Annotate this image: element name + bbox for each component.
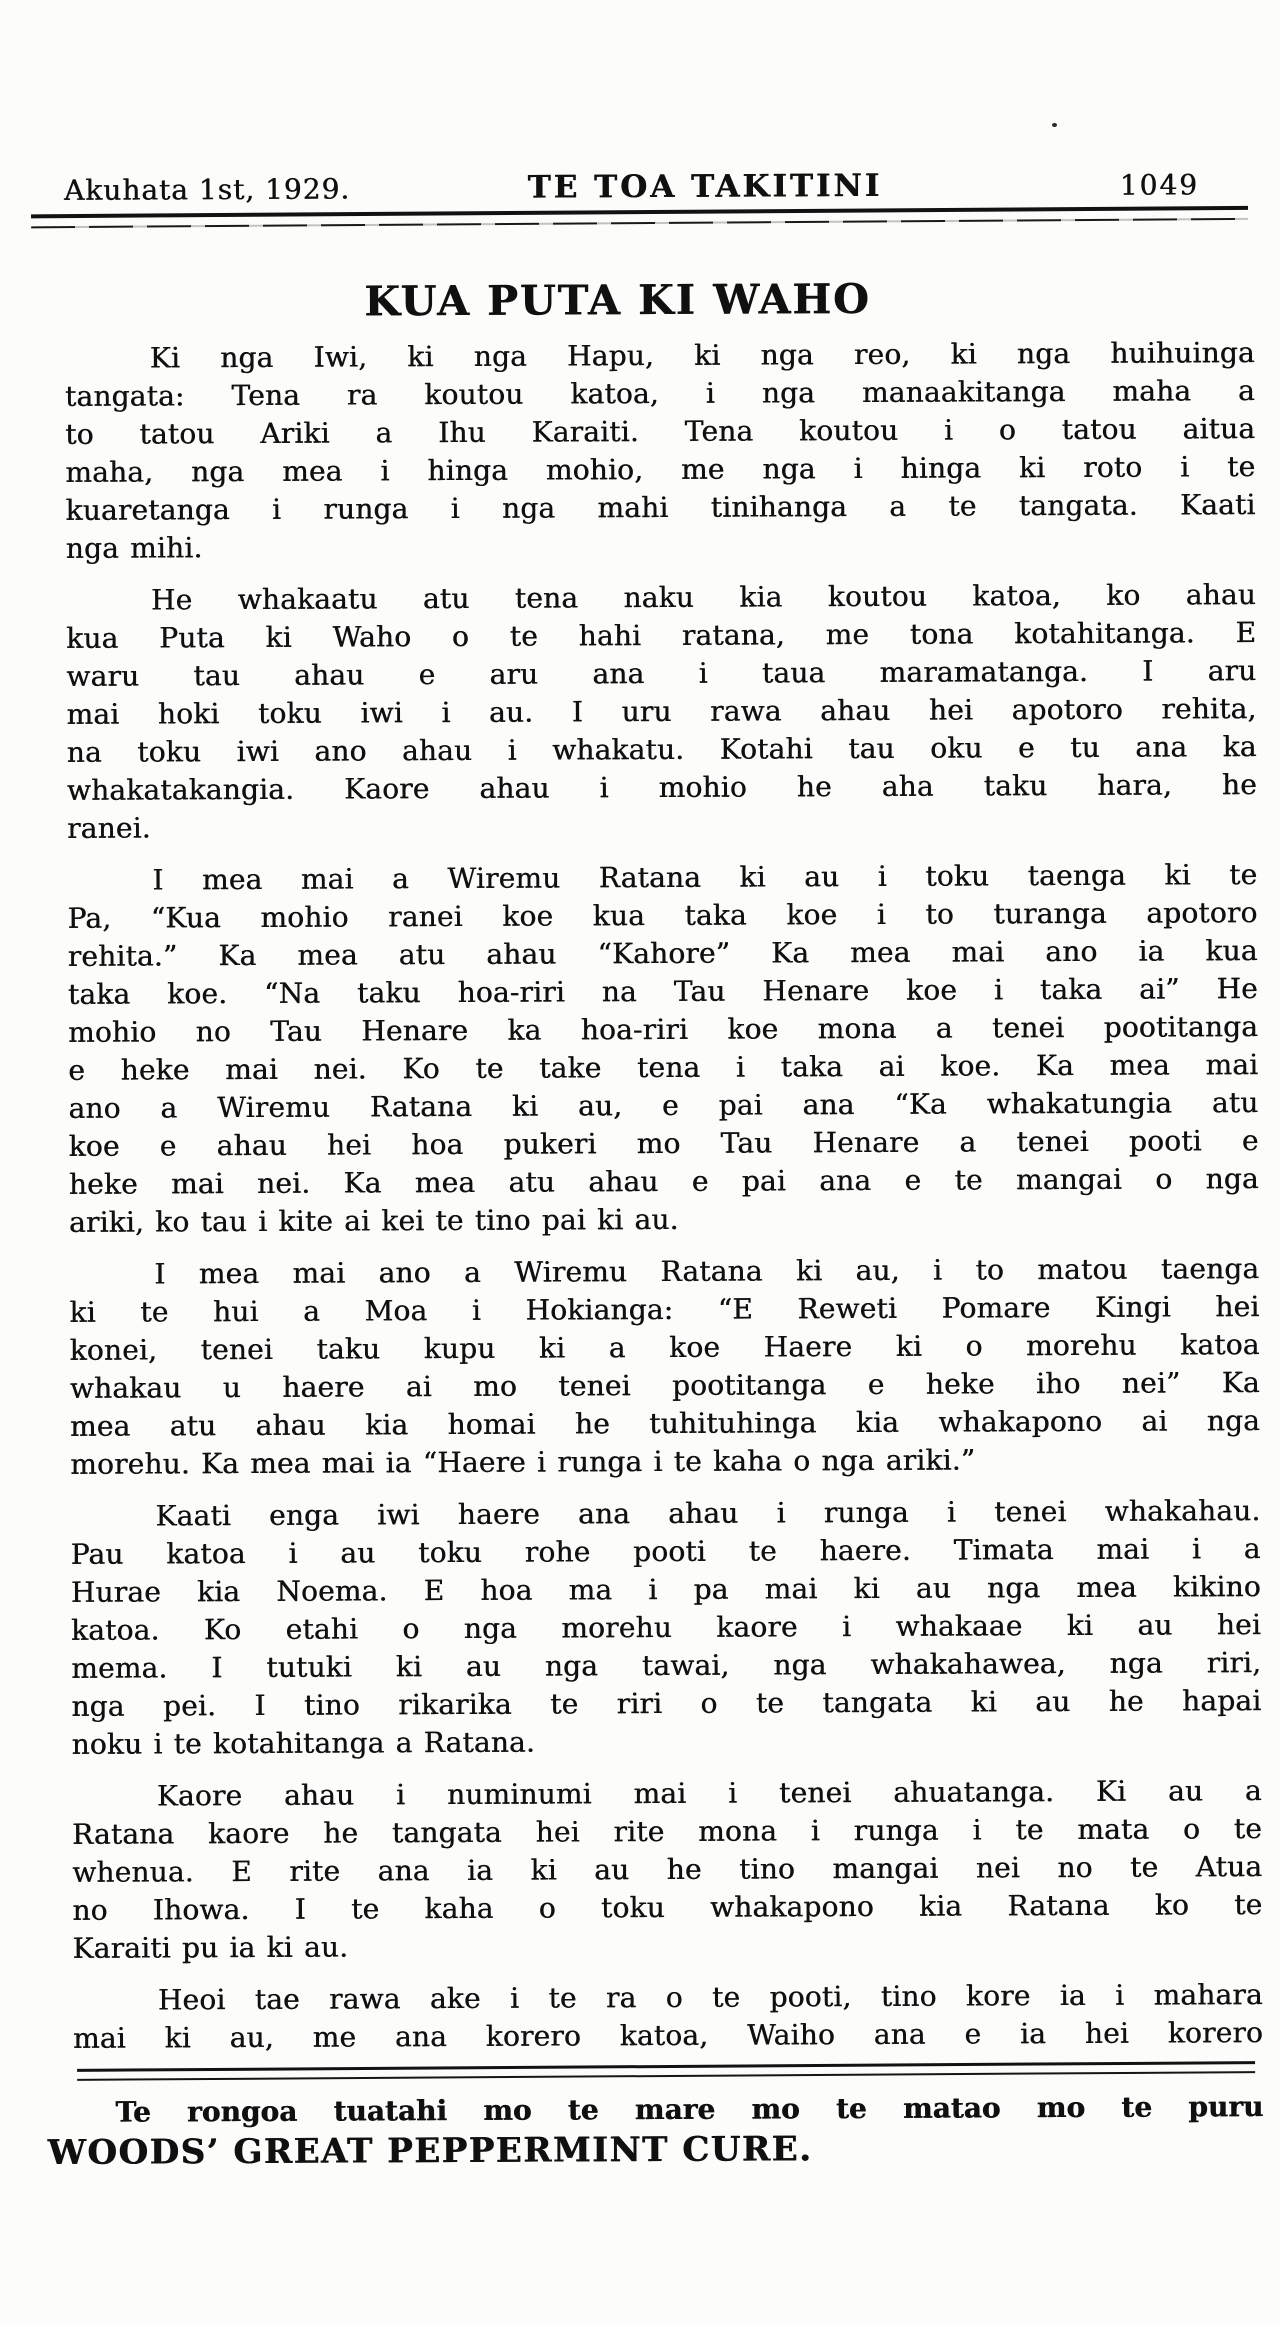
text-line: Ki nga Iwi, ki nga Hapu, ki nga reo, ki nga huihuinga <box>149 336 1255 375</box>
text-line: Heoi tae rawa ake i te ra o te pooti, tino kore ia i mahara <box>157 1978 1263 2017</box>
article-body <box>65 334 1263 2058</box>
text-line: rehita.” Ka mea atu ahau “Kahore” Ka mea mai ano ia kua <box>67 934 1258 973</box>
paragraph <box>65 334 1256 568</box>
text-column <box>47 0 1264 2174</box>
header-rule-heavy <box>31 206 1248 218</box>
text-line: maha, nga mea i hinga mohio, me nga i hinga ki roto i te <box>65 450 1256 489</box>
paragraph <box>67 856 1259 1242</box>
text-line: Pa, “Kua mohio ranei koe kua taka koe i to turanga apotoro <box>67 896 1258 935</box>
text-line: heke mai nei. Ka mea atu ahau e pai ana e te mangai o nga <box>68 1162 1259 1201</box>
text-line: nga mihi. <box>65 531 203 565</box>
text-line: whakau u haere ai mo tenei pootitanga e heke iho nei” Ka <box>69 1366 1260 1405</box>
text-line: Hurae kia Noema. E hoa ma i pa mai ki au nga mea kikino <box>70 1570 1261 1609</box>
text-line: katoa. Ko etahi o nga morehu kaore i whakaae ki au hei <box>70 1608 1262 1647</box>
text-line: morehu. Ka mea mai ia “Haere i runga i te kaha o nga ariki.” <box>70 1443 976 1481</box>
article-title: KUA PUTA KI WAHO <box>364 274 871 326</box>
text-line: mohio no Tau Henare ka hoa-riri koe mona a tenei pootitanga <box>67 1010 1259 1049</box>
text-line: Kaati enga iwi haere ana ahau i runga i tenei whakahau. <box>155 1494 1261 1533</box>
text-line: Ratana kaore he tangata hei rite mona i runga i te mata o te <box>71 1812 1263 1851</box>
paragraph <box>73 1976 1263 2058</box>
text-line: e heke mai nei. Ko te take tena i taka ai koe. Ka mea mai <box>68 1048 1259 1087</box>
text-line: noku i te kotahitanga a Ratana. <box>71 1725 536 1761</box>
text-line: kua Puta ki Waho o te hahi ratana, me tona kotahitanga. E <box>66 616 1257 655</box>
footer-rule <box>77 2061 1255 2081</box>
text-line: ano a Wiremu Ratana ki au, e pai ana “Ka whakatungia atu <box>68 1086 1259 1125</box>
text-line: mai ki au, me ana korero katoa, Waiho ana e ia hei korero <box>72 2016 1264 2055</box>
header-rule-broken <box>31 218 1248 228</box>
text-line: na toku iwi ano ahau i whakatu. Kotahi tau oku e tu ana ka <box>66 730 1257 769</box>
text-line: to tatou Ariki a Ihu Karaiti. Tena koutou i o tatou aitua <box>65 412 1256 451</box>
text-line: ariki, ko tau i kite ai kei te tino pai ki au. <box>68 1202 679 1239</box>
text-line: mai hoki toku iwi i au. I uru rawa ahau hei apotoro rehita, <box>66 692 1257 731</box>
paragraph <box>66 576 1257 848</box>
text-line: ki te hui a Moa i Hokianga: “E Reweti Pomare Kingi hei <box>69 1290 1260 1329</box>
text-line: Karaiti pu ia ki au. <box>72 1930 349 1965</box>
masthead: TE TOA TAKITINI <box>527 167 883 206</box>
text-line: I mea mai ano a Wiremu Ratana ki au, i to matou taenga <box>154 1252 1260 1291</box>
footer-rule-heavy <box>77 2061 1255 2072</box>
paragraph <box>69 1250 1260 1484</box>
text-line: no Ihowa. I te kaha o toku whakapono kia Ratana ko te <box>72 1888 1263 1927</box>
text-line: nga pei. I tino rikarika te riri o te tangata ki au he hapai <box>71 1684 1262 1723</box>
text-line: I mea mai a Wiremu Ratana ki au i toku taenga ki te <box>152 858 1258 897</box>
advert-tagline: Te rongoa tuatahi mo te mare mo te matao mo te puru <box>115 2090 1264 2129</box>
text-line: Kaore ahau i numinumi mai i tenei ahuatanga. Ki au a <box>156 1774 1262 1813</box>
text-line: kuaretanga i runga i nga mahi tinihanga a te tangata. Kaati <box>65 488 1256 527</box>
page-header <box>64 167 1254 208</box>
text-line: waru tau ahau e aru ana i taua maramatanga. I aru <box>66 654 1257 693</box>
header-rule <box>31 206 1248 228</box>
footer-rule-light <box>77 2071 1255 2081</box>
text-line: ranei. <box>66 811 151 845</box>
text-line: whakatakangia. Kaore ahau i mohio he aha taku hara, he <box>66 768 1257 807</box>
text-line: tangata: Tena ra koutou katoa, i nga manaakitanga maha a <box>64 374 1255 413</box>
issue-date: Akuhata 1st, 1929. <box>63 172 351 207</box>
text-line: mema. I tutuki ki au nga tawai, nga whakahawea, nga riri, <box>71 1646 1262 1685</box>
text-line: Pau katoa i au toku rohe pooti te haere. Timata mai i a <box>70 1532 1261 1571</box>
text-line: mea atu ahau kia homai he tuhituhinga kia whakapono ai nga <box>69 1404 1261 1443</box>
paragraph <box>70 1492 1261 1764</box>
text-line: konei, tenei taku kupu ki a koe Haere ki o morehu katoa <box>69 1328 1260 1367</box>
advert-product-name: WOODS’ GREAT PEPPERMINT CURE. <box>47 2129 813 2174</box>
text-line: He whakaatu atu tena naku kia koutou katoa, ko ahau <box>150 578 1256 617</box>
page-number: 1049 <box>1119 168 1199 202</box>
text-line: koe e ahau hei hoa pukeri mo Tau Henare a tenei pooti e <box>68 1124 1259 1163</box>
text-line: whenua. E rite ana ia ki au he tino mangai nei no te Atua <box>72 1850 1263 1889</box>
text-line: taka koe. “Na taku hoa-riri na Tau Henare koe i taka ai” He <box>67 972 1258 1011</box>
paragraph <box>72 1772 1263 1968</box>
